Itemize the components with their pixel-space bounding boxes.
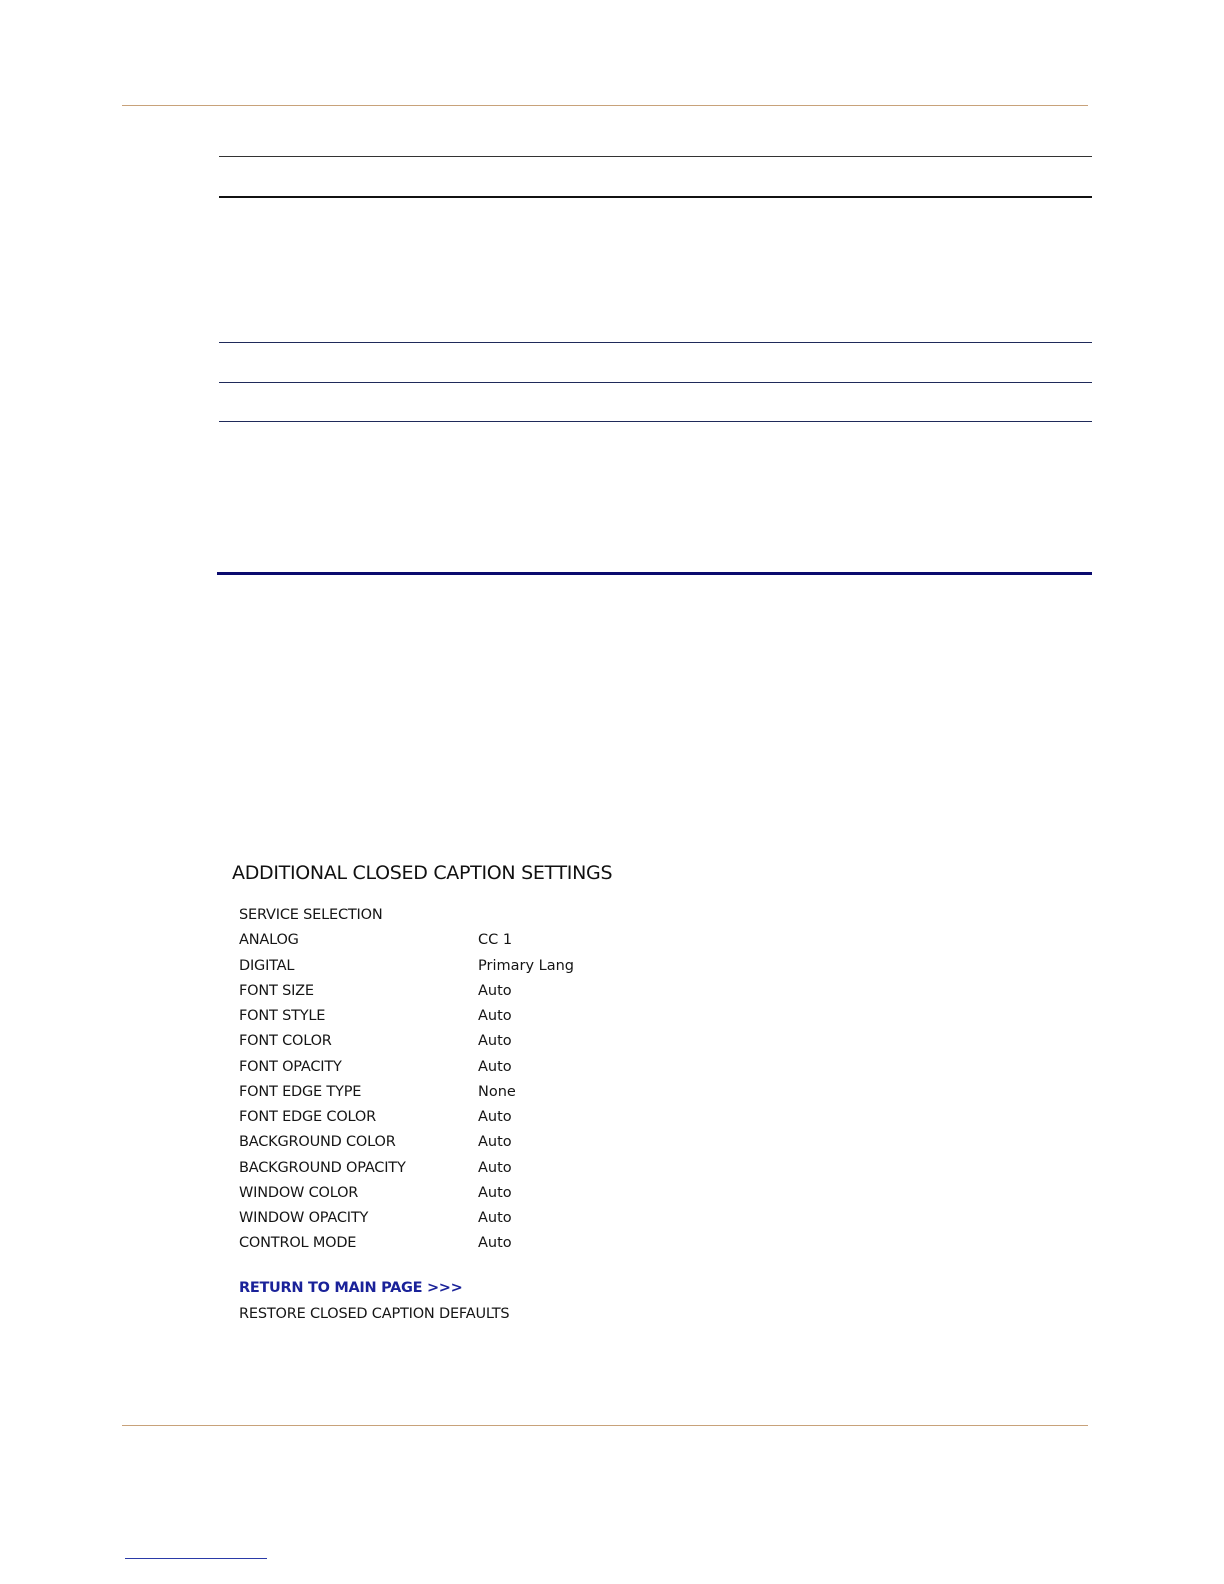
setting-value: Auto: [478, 1109, 512, 1125]
table-bottom-rule: [217, 572, 1092, 575]
setting-label: WINDOW COLOR: [239, 1184, 359, 1201]
setting-label: FONT COLOR: [239, 1033, 332, 1050]
setting-label: SERVICE SELECTION: [239, 907, 383, 923]
setting-row-font-color[interactable]: [239, 1029, 659, 1054]
setting-label: BACKGROUND COLOR: [239, 1134, 396, 1151]
setting-row-control-mode[interactable]: [239, 1231, 659, 1256]
return-to-main-page-link[interactable]: RETURN TO MAIN PAGE >>>: [239, 1280, 463, 1296]
setting-row-font-opacity[interactable]: [239, 1055, 659, 1080]
setting-row-window-opacity[interactable]: [239, 1206, 659, 1231]
setting-label: FONT EDGE COLOR: [239, 1109, 376, 1125]
setting-label: FONT SIZE: [239, 982, 314, 999]
setting-value: Auto: [478, 1235, 512, 1252]
setting-row-service-selection[interactable]: [239, 903, 659, 928]
menu-title: ADDITIONAL CLOSED CAPTION SETTINGS: [232, 862, 613, 884]
setting-row-font-style[interactable]: [239, 1004, 659, 1029]
setting-row-font-size[interactable]: [239, 979, 659, 1004]
setting-row-window-color[interactable]: [239, 1181, 659, 1206]
footer-rule: [122, 1425, 1088, 1426]
setting-value: Auto: [478, 1134, 512, 1151]
setting-value: Auto: [478, 1033, 512, 1050]
table-row-rule: [219, 342, 1092, 343]
setting-row-font-edge-color[interactable]: [239, 1105, 659, 1130]
setting-value: Auto: [478, 1184, 512, 1201]
setting-value: Auto: [478, 1159, 512, 1176]
restore-defaults-link[interactable]: RESTORE CLOSED CAPTION DEFAULTS: [239, 1306, 510, 1322]
setting-value: Auto: [478, 1210, 512, 1226]
footnote-rule: [125, 1558, 267, 1559]
setting-row-digital[interactable]: [239, 954, 659, 979]
setting-label: BACKGROUND OPACITY: [239, 1159, 406, 1176]
setting-row-background-opacity[interactable]: [239, 1156, 659, 1181]
setting-value: Auto: [478, 982, 512, 999]
setting-value: CC 1: [478, 932, 513, 949]
table-top-rule: [219, 156, 1092, 157]
setting-row-analog[interactable]: [239, 928, 659, 953]
table-header-rule: [219, 196, 1092, 198]
settings-list: [239, 903, 659, 1257]
setting-value: Auto: [478, 1008, 512, 1024]
setting-label: FONT EDGE TYPE: [239, 1083, 362, 1100]
table-row-rule: [219, 382, 1092, 383]
setting-value: Auto: [478, 1058, 512, 1075]
setting-row-font-edge-type[interactable]: [239, 1080, 659, 1105]
setting-label: WINDOW OPACITY: [239, 1210, 369, 1226]
setting-value: None: [478, 1083, 516, 1100]
setting-label: FONT OPACITY: [239, 1058, 342, 1075]
setting-label: ANALOG: [239, 932, 299, 949]
table-row-rule: [219, 421, 1092, 422]
setting-label: CONTROL MODE: [239, 1235, 357, 1252]
header-rule: [122, 105, 1088, 106]
setting-value: Primary Lang: [478, 957, 574, 974]
setting-row-background-color[interactable]: [239, 1130, 659, 1155]
setting-label: FONT STYLE: [239, 1008, 326, 1024]
setting-label: DIGITAL: [239, 957, 295, 974]
